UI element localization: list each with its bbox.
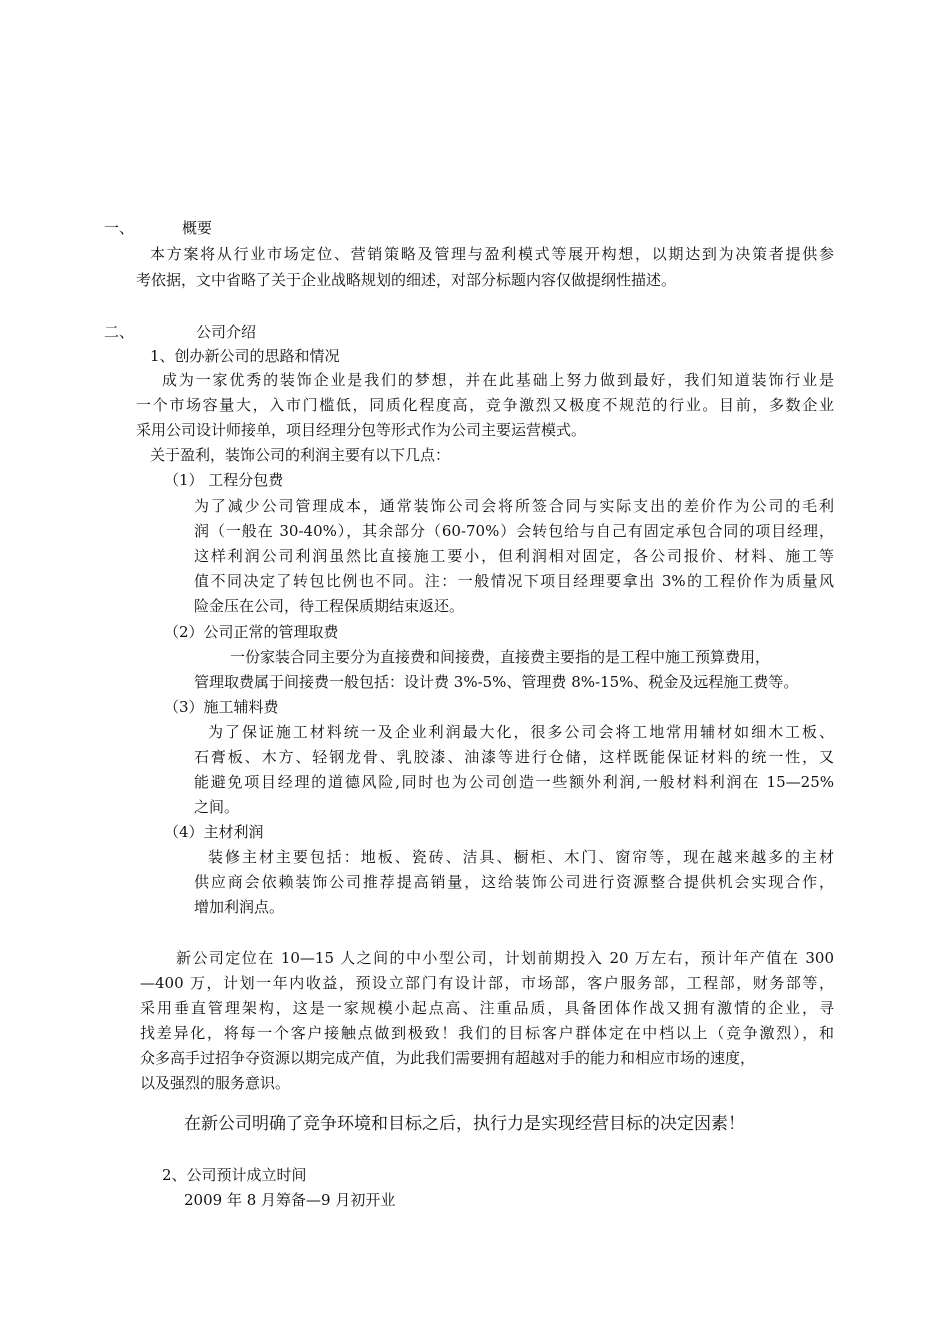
profit-item-label: （2）公司正常的管理取费 bbox=[164, 623, 339, 641]
intro-paragraph-line: 成为一家优秀的装饰企业是我们的梦想，并在此基础上努力做到最好，我们知道装饰行业是 bbox=[162, 371, 834, 389]
profit-item-line: 一份家装合同主要分为直接费和间接费，直接费主要指的是工程中施工预算费用， bbox=[230, 648, 771, 666]
section-1-number: 一、 bbox=[104, 219, 135, 237]
profit-item-line: 值不同决定了转包比例也不同。注：一般情况下项目经理要拿出 3%的工程价作为质量风 bbox=[194, 572, 834, 590]
subsection-1-title: 1、创办新公司的思路和情况 bbox=[150, 347, 340, 365]
profit-item-line: 供应商会依赖装饰公司推荐提高销量，这给装饰公司进行资源整合提供机会实现合作， bbox=[194, 873, 834, 891]
profit-item-line: 为了保证施工材料统一及企业利润最大化，很多公司会将工地常用辅材如细木工板、 bbox=[208, 723, 834, 741]
profit-intro: 关于盈利，装饰公司的利润主要有以下几点： bbox=[150, 446, 451, 464]
positioning-line: 采用垂直管理架构，这是一家规模小起点高、注重品质，具备团体作战又拥有激情的企业，寻 bbox=[140, 999, 834, 1017]
intro-paragraph-line: 一个市场容量大，入市门槛低，同质化程度高，竞争激烈又极度不规范的行业。目前，多数企业 bbox=[136, 396, 834, 414]
positioning-line: 新公司定位在 10—15 人之间的中小型公司，计划前期投入 20 万左右，预计年产值在 300 bbox=[176, 949, 834, 967]
profit-item-line: 增加利润点。 bbox=[194, 898, 285, 916]
profit-item-label: （3）施工辅料费 bbox=[164, 698, 279, 716]
slogan: 在新公司明确了竞争环境和目标之后，执行力是实现经营目标的决定因素！ bbox=[184, 1114, 745, 1134]
profit-item-line: 这样利润公司利润虽然比直接施工要小，但利润相对固定，各公司报价、材料、施工等 bbox=[194, 547, 834, 565]
positioning-line: 以及强烈的服务意识。 bbox=[140, 1074, 291, 1092]
section-1-paragraph-line: 考依据，文中省略了关于企业战略规划的细述，对部分标题内容仅做提纲性描述。 bbox=[136, 271, 677, 289]
profit-item-line: 为了减少公司管理成本，通常装饰公司会将所签合同与实际支出的差价作为公司的毛利 bbox=[194, 497, 834, 515]
profit-item-label: （1） 工程分包费 bbox=[164, 471, 284, 489]
profit-item-line: 润（一般在 30-40%），其余部分（60-70%）会转包给与自己有固定承包合同的项目经理， bbox=[194, 522, 834, 540]
profit-item-line: 管理取费属于间接费一般包括：设计费 3%-5%、管理费 8%-15%、税金及远程施工费等。 bbox=[194, 673, 799, 691]
positioning-line: —400 万，计划一年内收益，预设立部门有设计部，市场部，客户服务部，工程部，财务部等， bbox=[140, 974, 834, 992]
profit-item-label: （4）主材利润 bbox=[164, 823, 264, 841]
profit-item-line: 之间。 bbox=[194, 798, 240, 816]
profit-item-line: 险金压在公司，待工程保质期结束返还。 bbox=[194, 597, 465, 615]
profit-item-line: 能避免项目经理的道德风险,同时也为公司创造一些额外利润,一般材料利润在 15—25% bbox=[194, 773, 834, 791]
subsection-2-value: 2009 年 8 月筹备—9 月初开业 bbox=[184, 1191, 396, 1209]
section-1-paragraph-line: 本方案将从行业市场定位、营销策略及管理与盈利模式等展开构想，以期达到为决策者提供参 bbox=[150, 245, 834, 263]
profit-item-line: 装修主材主要包括：地板、瓷砖、洁具、橱柜、木门、窗帘等，现在越来越多的主材 bbox=[208, 848, 834, 866]
subsection-2-title: 2、公司预计成立时间 bbox=[162, 1166, 307, 1184]
profit-item-line: 石膏板、木方、轻钢龙骨、乳胶漆、油漆等进行仓储，这样既能保证材料的统一性，又 bbox=[194, 748, 834, 766]
positioning-line: 众多高手过招争夺资源以期完成产值，为此我们需要拥有超越对手的能力和相应市场的速度， bbox=[140, 1049, 756, 1067]
section-2-title: 公司介绍 bbox=[196, 323, 257, 341]
positioning-line: 找差异化，将每一个客户接触点做到极致！我们的目标客户群体定在中档以上（竞争激烈），和 bbox=[140, 1024, 834, 1042]
section-2-number: 二、 bbox=[104, 323, 135, 341]
intro-paragraph-line: 采用公司设计师接单，项目经理分包等形式作为公司主要运营模式。 bbox=[136, 421, 587, 439]
section-1-title: 概要 bbox=[182, 219, 213, 237]
